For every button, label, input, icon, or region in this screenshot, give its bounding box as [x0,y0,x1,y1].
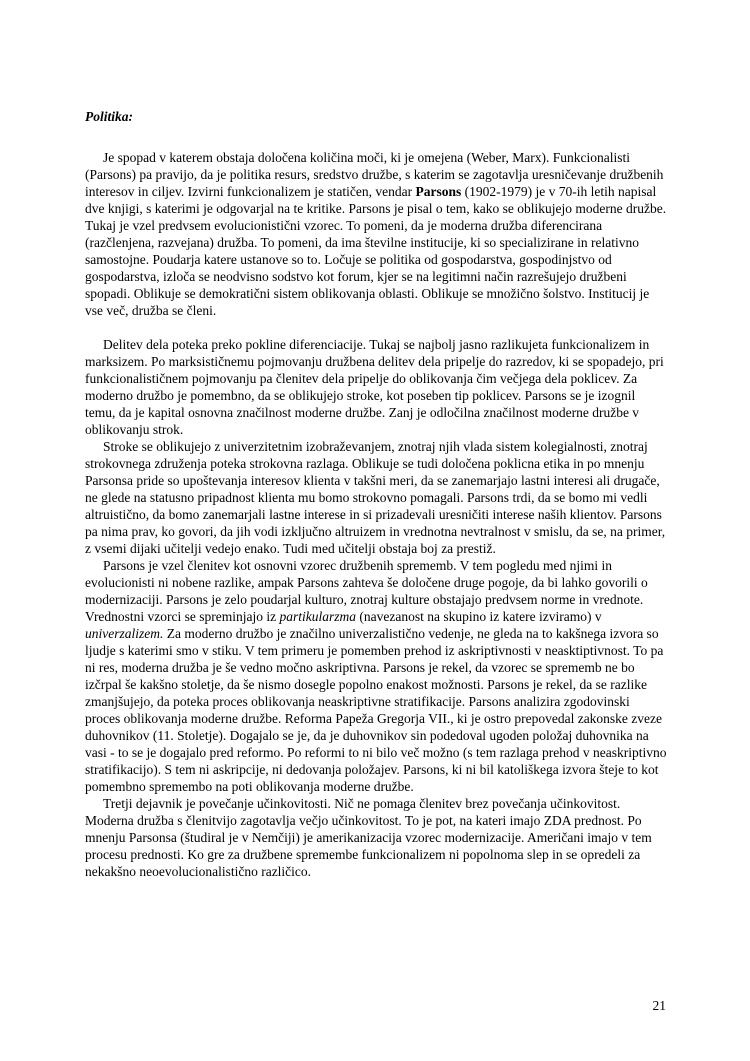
text-run: partikularzma [279,609,357,624]
document-body [85,149,667,880]
text-run: Stroke se oblikujejo z univerzitetnim izobraževanjem, znotraj njih vlada sistem kolegialnosti, znotraj strokovnega združenja poteka strokovna razlaga. Oblikuje se tudi določena poklicna etika in po mnenju Parsonsa pride so upoštevanja interesov klienta v takšni meri, da se zanemarjajo lastni interesi ali drugače, ne glede na statusno pripadnost klienta mu bomo strokovno pomagali. Parsons trdi, da se bomo mi vedli altruistično, da bomo zanemarjali lastne interese in si prizadevali uresničiti interese naših klientov. Parsons pa nima prav, ko govori, da jih vodi izključno altruizem in vrednotna nevtralnost v smislu, da se, na primer, z vsemi dijaki učitelji vedejo enako. Tudi med učitelji obstaja boj za prestiž. [85,439,666,556]
paragraph [85,438,667,557]
paragraph [85,557,667,795]
page-number: 21 [652,998,666,1013]
text-run: Parsons je vzel členitev kot osnovni vzorec družbenih sprememb. V tem pogledu med njimi in evolucionisti ni nobene razlike, ampak Parsons zahteva še določene druge pogoje, da bi lahko govorili o modernizaciji. Parsons je zelo poudarjal kulturo, znotraj kulture obstajajo predvsem norme in vrednote. Vrednostni vzorci se spreminjajo iz [85,558,648,624]
text-run: Tretji dejavnik je povečanje učinkovitosti. Nič ne pomaga členitev brez povečanja učinkovitost. Moderna družba s členitvijo zagotavlja večjo učinkovitost. To je pot, na kateri imajo ZDA prednost. Po mnenju Parsonsa (študiral je v Nemčiji) je amerikanizacija vzorec modernizacije. Američani imajo v tem procesu prednosti. Ko gre za družbene spremembe funkcionalizem ni popolnoma slep in se opredeli za nekakšno neoevolucionalistično različico. [85,796,652,879]
text-run: univerzalizem. [85,626,164,641]
text-run: Parsons [415,184,462,199]
text-run: Delitev dela poteka preko pokline diferenciacije. Tukaj se najbolj jasno razlikujeta funkcionalizem in marksizem. Po marksističnemu pojmovanju družbena delitev dela pripelje do razredov, ki se spopadejo, pri funkcionalističnem pojmovanju pa členitev dela pripelje do oblikovanja čim večjega dela poklicev. Za moderno družbo je pomembno, da se oblikujejo stroke, kot poseben tip poklicev. Parsons se je izognil temu, da je kapital osnovna značilnost moderne družbe. Zanj je odločilna značilnost moderne družbe v oblikovanju strok. [85,337,664,437]
paragraph [85,795,667,880]
text-run: Je spopad v katerem obstaja določena količina moči, ki je omejena (Weber, Marx). Funkcionalisti (Parsons) pa pravijo, da je politika resurs, sredstvo družbe, s katerim se zagotavlja uresničevanje družbenih interesov in ciljev. Izvirni funkcionalizem je statičen, vendar [85,150,664,199]
document-content [85,108,667,880]
paragraph [85,336,667,438]
paragraph [85,149,667,319]
text-run: (1902-1979) je v 70-ih letih napisal dve knjigi, s katerimi je odgovarjal na te kritike. Parsons je pisal o tem, kako se oblikujejo moderne družbe. Tukaj je vzel predvsem evolucionistični vzorec. To pomeni, da je moderna družba diferencirana (razčlenjena, razvejana) družba. To pomeni, da ima številne institucije, ki so specializirane in relativno samostojne. Poudarja katere ustanove so to. Ločuje se politika od gospodarstva, gospodinjstvo od gospodarstva, izloča se neodvisno sodstvo kot forum, kjer se na legitimni način razrešujejo družbeni spopadi. Oblikuje se demokratični sistem oblikovanja oblasti. Oblikuje se množično šolstvo. Institucij je vse več, družba se členi. [85,184,667,318]
text-run: Za moderno družbo je značilno univerzalistično vedenje, ne gleda na to kakšnega izvora so ljudje s katerimi smo v stiku. V tem primeru je pomemben prehod iz askriptivnosti v neasktiptivnost. To pa ni res, moderna družba je še vedno močno askriptivna. Parsons je rekel, da vzorec se sprememb ne bo izčrpal še kakšno stoletje, da še nismo dosegle popolno enakost možnosti. Parsons je rekel, da se razlike zmanjšujejo, da poteka proces oblikovanja neaskriptivne stratifikacije. Parsons analizira zgodovinski proces oblikovanja moderne družbe. Reforma Papeža Gregorja VII., ki je ostro prepovedal zakonske zveze duhovnikov (11. Stoletje). Dogajalo se je, da je duhovnikov sin podedoval ugoden položaj duhovnika na vasi - to se je dogajalo pred reformo. Po reformi to ni bilo več možno (s tem razlaga prehod v neaskriptivno stratifikacijo). S tem ni askripcije, ni dedovanja položajev. Parsons, ki ni bil katoliškega izvora šteje to kot pomembno spremembo na poti oblikovanja moderne družbe. [85,626,667,794]
text-run: (navezanost na skupino iz katere izviramo) v [356,609,602,624]
section-heading: Politika: [85,109,133,124]
